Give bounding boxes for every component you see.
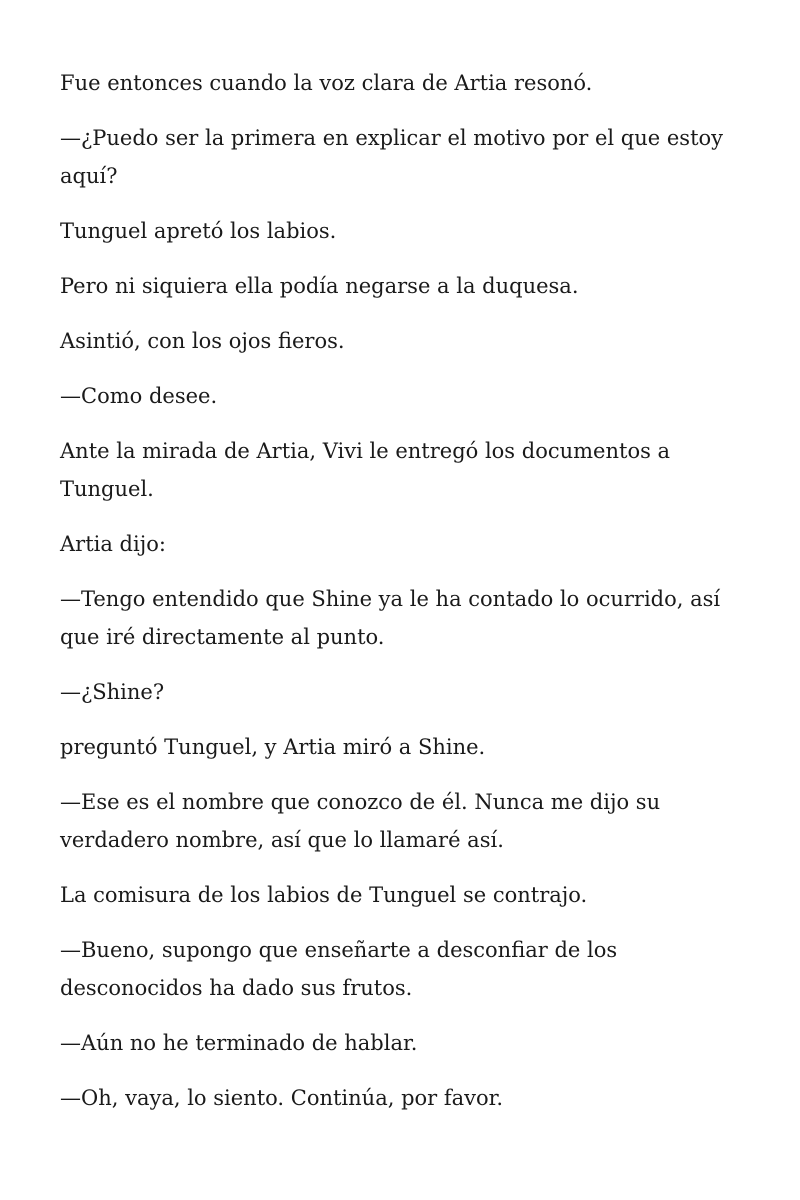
paragraph: preguntó Tunguel, y Artia miró a Shine.	[60, 735, 486, 759]
paragraph: —Como desee.	[60, 384, 218, 408]
paragraph: Ante la mirada de Artia, Vivi le entregó los documentos a Tunguel.	[60, 439, 671, 501]
paragraph: Tunguel apretó los labios.	[60, 219, 337, 243]
paragraph: Asintió, con los ojos fieros.	[60, 329, 345, 353]
paragraph: —Oh, vaya, lo siento. Continúa, por favor.	[60, 1086, 504, 1110]
paragraph: La comisura de los labios de Tunguel se contrajo.	[60, 883, 588, 907]
paragraph: —Ese es el nombre que conozco de él. Nunca me dijo su verdadero nombre, así que lo llamaré así.	[60, 790, 661, 852]
paragraph: Pero ni siquiera ella podía negarse a la duquesa.	[60, 274, 579, 298]
paragraph: Fue entonces cuando la voz clara de Artia resonó.	[60, 71, 593, 95]
paragraph: —Aún no he terminado de hablar.	[60, 1031, 418, 1055]
paragraph: —Bueno, supongo que enseñarte a desconfiar de los desconocidos ha dado sus frutos.	[60, 938, 618, 1000]
paragraph: Artia dijo:	[60, 532, 166, 556]
paragraph: —Tengo entendido que Shine ya le ha contado lo ocurrido, así que iré directamente al punto.	[60, 587, 721, 649]
document-body	[60, 64, 740, 1134]
paragraph: —¿Shine?	[60, 680, 165, 704]
paragraph: —¿Puedo ser la primera en explicar el motivo por el que estoy aquí?	[60, 126, 724, 188]
